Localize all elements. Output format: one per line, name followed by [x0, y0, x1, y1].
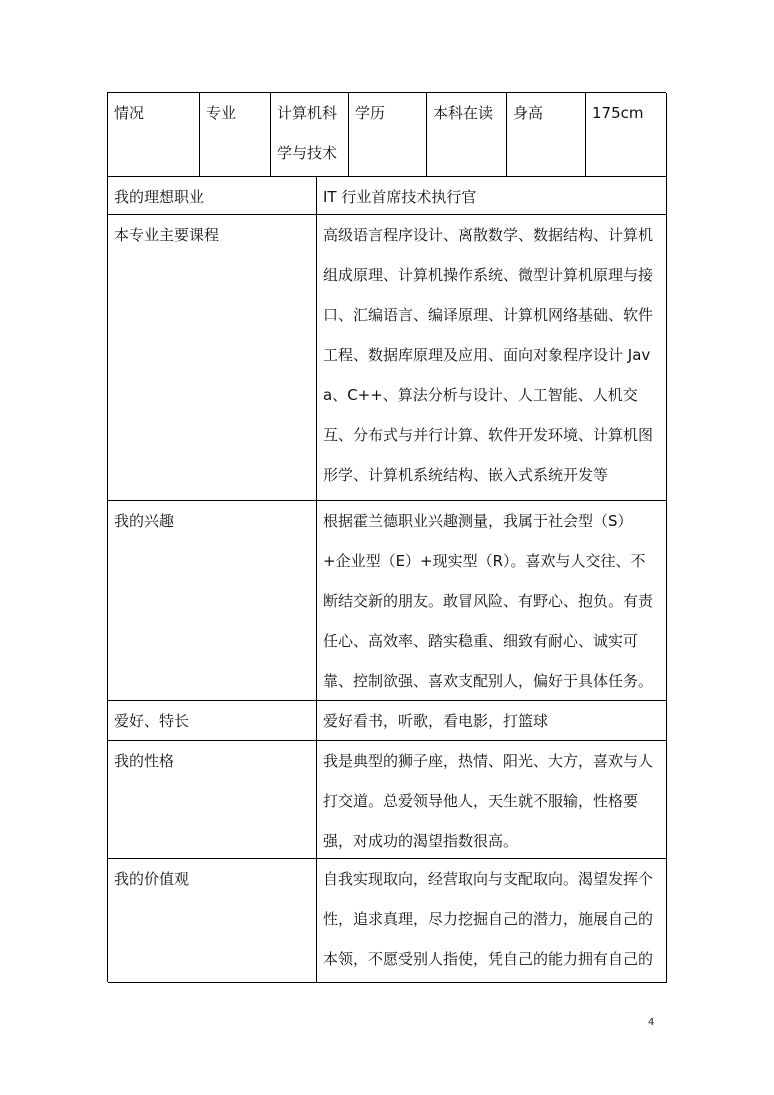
label-ideal-career: 我的理想职业 [108, 177, 317, 215]
label-values: 我的价值观 [108, 859, 317, 983]
cell-height-value: 175cm [586, 93, 667, 177]
profile-table [107, 92, 666, 982]
value-personality: 我是典型的狮子座，热情、阳光、大方，喜欢与人打交道。总爱领导他人，天生就不服输，性格要强，对成功的渴望指数很高。 [317, 741, 667, 859]
value-hobbies: 爱好看书，听歌，看电影，打篮球 [317, 701, 667, 741]
value-main-courses: 高级语言程序设计、离散数学、数据结构、计算机组成原理、计算机操作系统、微型计算机原理与接口、汇编语言、编译原理、计算机网络基础、软件工程、数据库原理及应用、面向对象程序设计 Java、C++、算法分析与设计、人工智能、人机交互、分布式与并行计算、软件开发环境、计算机图形学、计算机系统结构、嵌入式系统开发等 [317, 215, 667, 501]
cell-major-label: 专业 [200, 93, 271, 177]
label-interests: 我的兴趣 [108, 501, 317, 701]
value-interests: 根据霍兰德职业兴趣测量，我属于社会型（S）+企业型（E）+现实型（R）。喜欢与人交往、不断结交新的朋友。敢冒风险、有野心、抱负。有责任心、高效率、踏实稳重、细致有耐心、诚实可靠、控制欲强、喜欢支配别人，偏好于具体任务。 [317, 501, 667, 701]
page-number: 4 [648, 1017, 655, 1028]
label-hobbies: 爱好、特长 [108, 701, 317, 741]
value-ideal-career: IT 行业首席技术执行官 [317, 177, 667, 215]
label-personality: 我的性格 [108, 741, 317, 859]
cell-major-value: 计算机科学与技术 [271, 93, 349, 177]
cell-education-label: 学历 [349, 93, 427, 177]
cell-education-value: 本科在读 [427, 93, 507, 177]
value-values: 自我实现取向，经营取向与支配取向。渴望发挥个性，追求真理，尽力挖掘自己的潜力，施展自己的本领，不愿受别人指使，凭自己的能力拥有自己的 [317, 859, 667, 983]
cell-height-label: 身高 [507, 93, 586, 177]
cell-situation: 情况 [108, 93, 200, 177]
label-main-courses: 本专业主要课程 [108, 215, 317, 501]
